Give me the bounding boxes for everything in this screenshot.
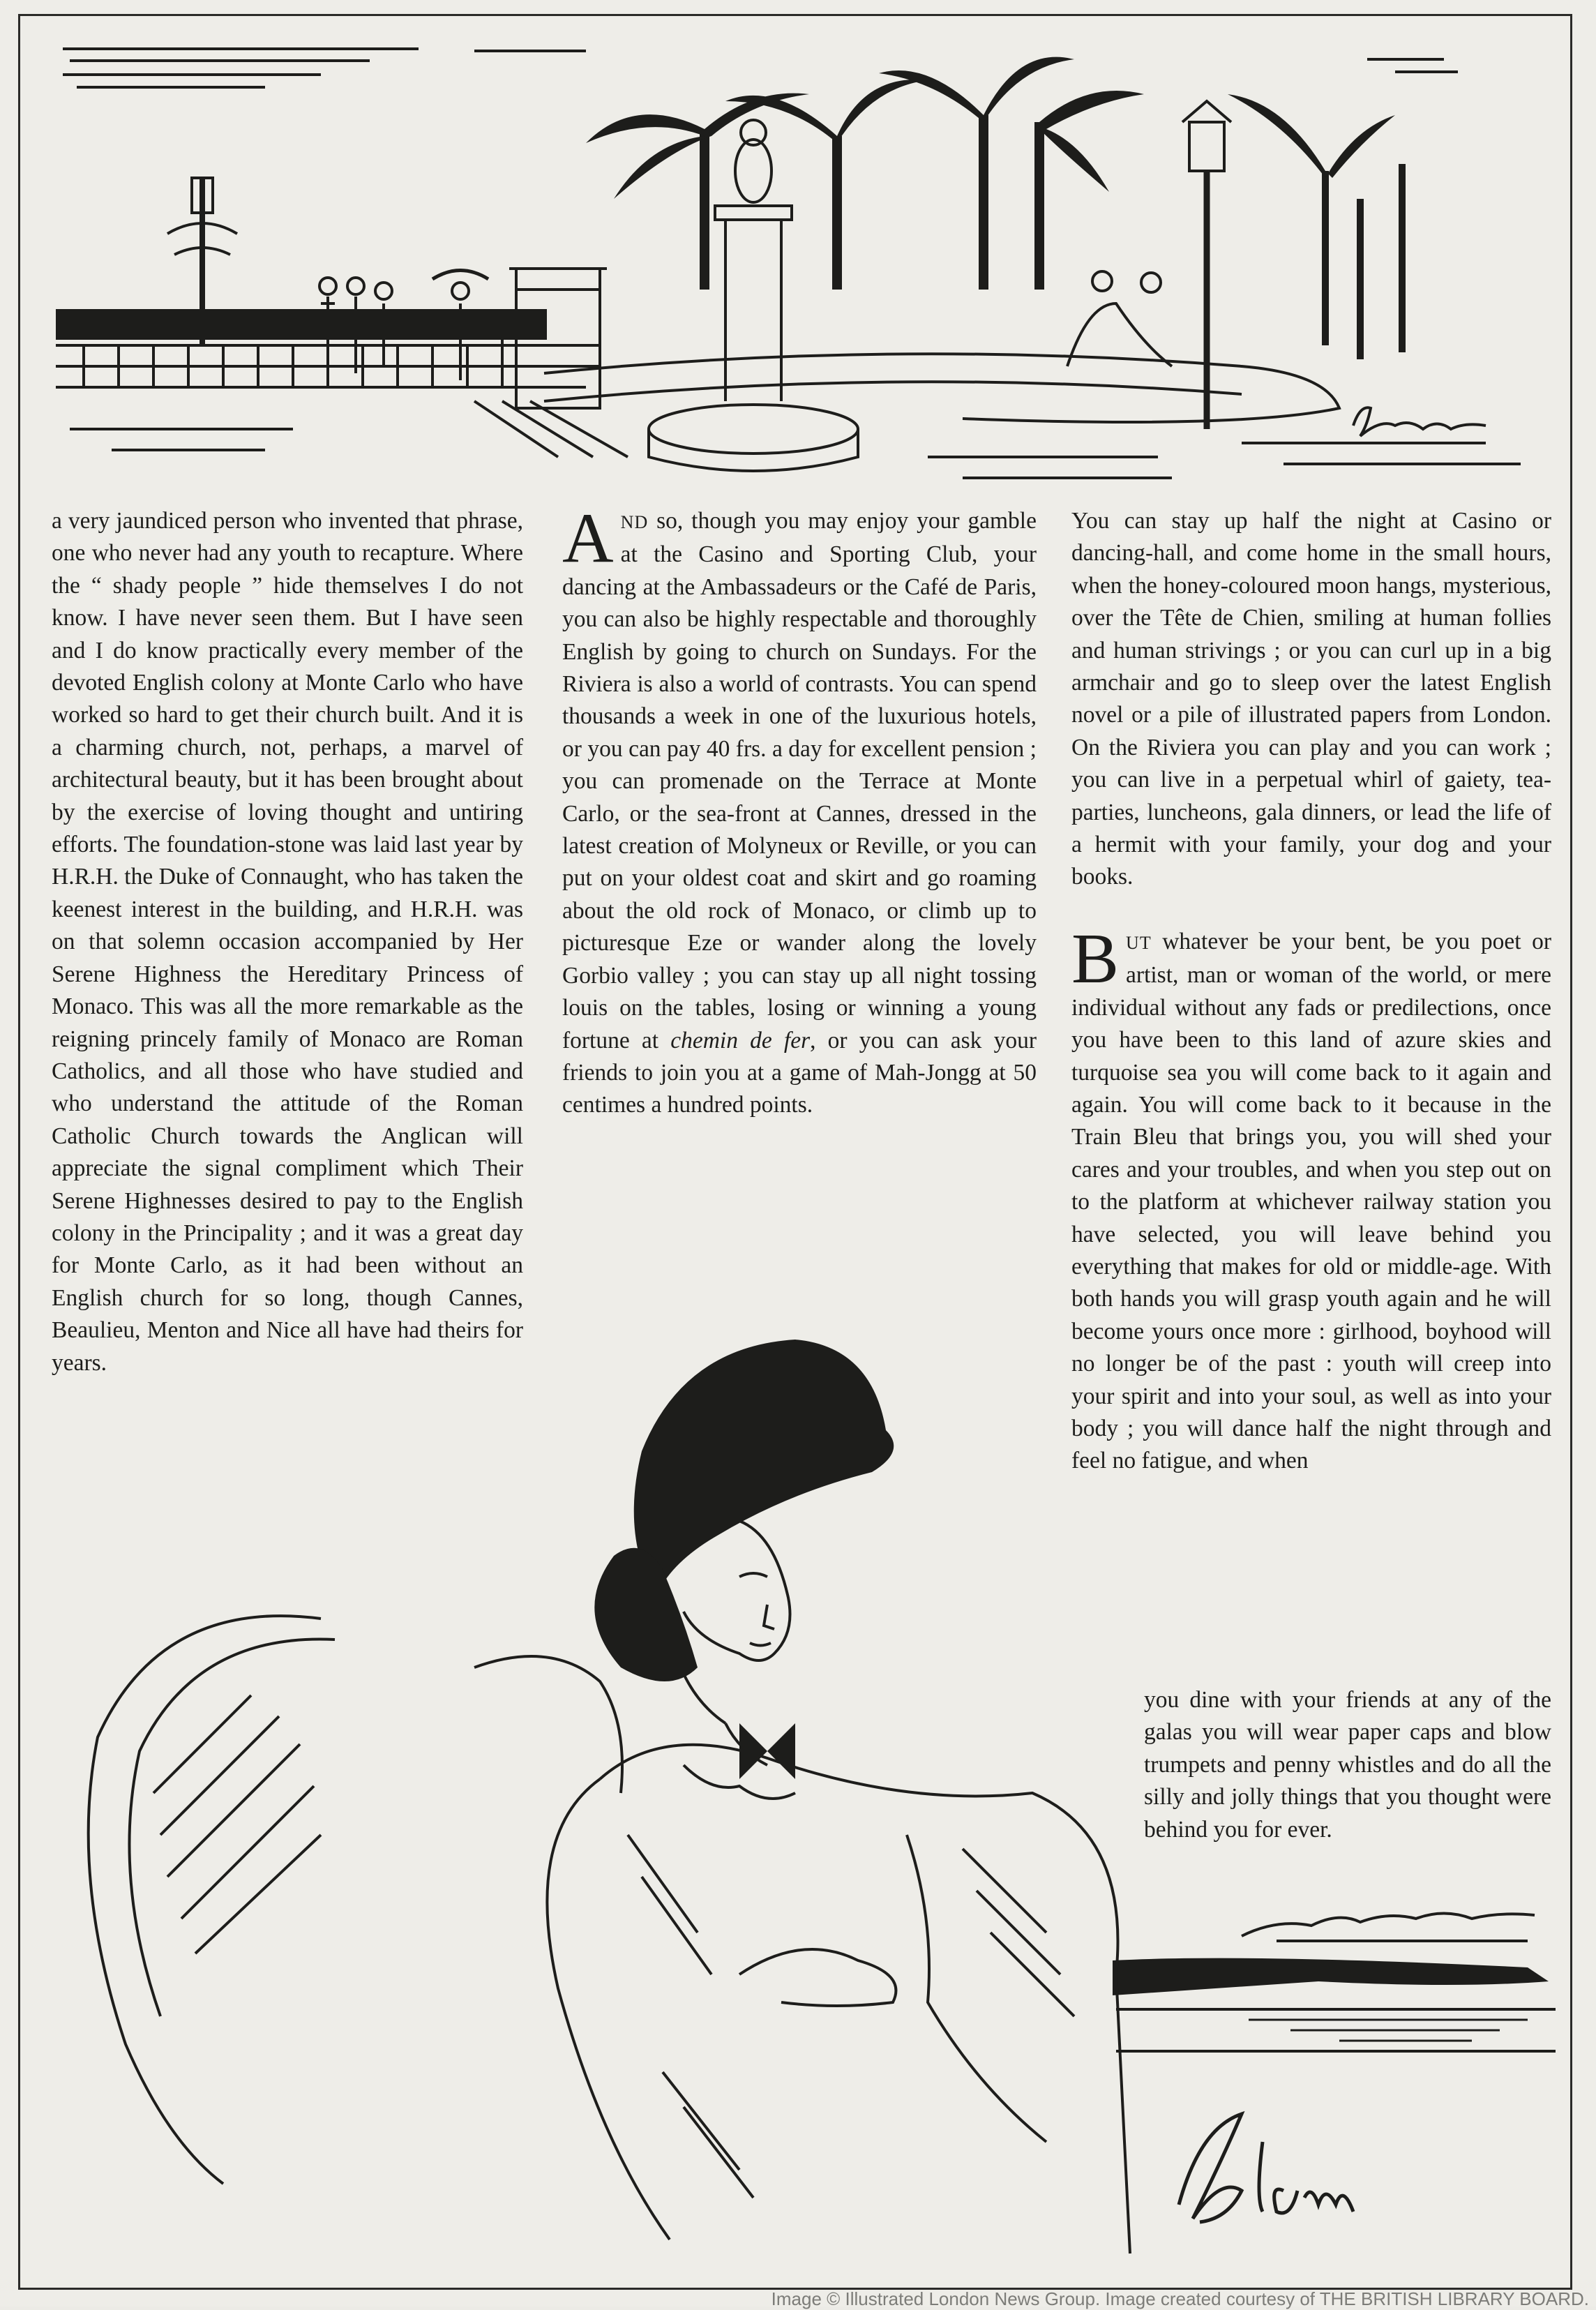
article-column-1 bbox=[52, 505, 523, 1379]
terrace-illustration bbox=[56, 38, 1556, 499]
column-2-text: so, though you may enjoy your gamble at the Casino and Sporting Club, your dancing at the Ambassadeurs or the Café de Paris, you can also be highly respectable and thoroughly English by going to church on Sundays. For the Riviera is also a world of contrasts. You can spend thousands a week in one of the luxurious hotels, or you can pay 40 frs. a day for excellent pension ; you can promenade on the Terrace at Monte Carlo, or the sea-front at Cannes, dressed in the latest creation of Molyneux or Reville, or you can put on your oldest coat and skirt and go roaming about the old rock of Monaco, or climb up to picturesque Eze or wander along the lovely Gorbio valley ; you can stay up all night tossing louis on the tables, losing or winning a young fortune at bbox=[562, 508, 1037, 1053]
column-1-paragraph: a very jaundiced person who invented that phrase, one who never had any youth to recapture. Where the “ shady people ” hide themselves I do not know. I have never seen them. But I have seen and I do know practically every member of the devoted English colony at Monte Carlo who have worked so hard to get their church built. And it is a charming church, not, perhaps, a marvel of architectural beauty, but it has been brought about by the exercise of loving thought and untiring efforts. The foundation-stone was laid last year by H.R.H. the Duke of Connaught, who has taken the keenest interest in the building, and H.R.H. was on that solemn occasion accompanied by Her Serene Highness the Hereditary Princess of Monaco. This was all the more remarkable as the reigning princely family of Monaco are Roman Catholics, and all those who have studied and who understand the attitude of the Roman Catholic Church towards the Anglican will appreciate the signal compliment which Their Serene Highnesses desired to pay to the English colony in the Principality ; and it was a great day for Monte Carlo, as it had been without an English church for so long, though Cannes, Beaulieu, Menton and Nice all have had theirs for years. bbox=[52, 508, 523, 1376]
column-2-smallcaps: ND bbox=[620, 512, 649, 532]
seascape-illustration bbox=[1109, 1953, 1563, 2065]
column-2-paragraph bbox=[562, 499, 1037, 1122]
article-column-2 bbox=[562, 499, 1037, 1122]
chemin-de-fer-italic: chemin de fer bbox=[670, 1027, 811, 1053]
column-3-paragraph-2-text: whatever be your bent, be you poet or artist, man or woman of the world, or mere individual without any fads or predilections, once you have been to this land of azure skies and turquoise sea you will come back to it again and again. You will come back to it because in the Train Bleu that brings you, you will shed your cares and your troubles, and when you step out on to the platform at whichever railway station you have selected, you will leave behind you everything that makes for old or middle-age. With both hands you will grasp youth again and he will become yours once more : girlhood, boyhood will no longer be of the past : youth will creep into your spirit and into your soul, as well as into your body ; you will dance half the night through and feel no fatigue, and when bbox=[1071, 928, 1551, 1474]
author-signature bbox=[1235, 1898, 1549, 1947]
column-2-text-end: , or you can ask your friends to join you at a game of Mah-Jongg at 50 centimes a hundred points. bbox=[562, 1027, 1037, 1118]
drop-cap-b: B bbox=[1071, 919, 1120, 998]
artist-signature-bottom-mark bbox=[1158, 2100, 1381, 2240]
drop-cap-a: A bbox=[562, 499, 614, 578]
artist-signature-top-mark bbox=[1346, 398, 1507, 447]
column-3-paragraph-2-end: you dine with your friends at any of the galas you will wear paper caps and blow trumpets and penny whistles and do all the silly and jolly things that you thought were behind you for ever. bbox=[1144, 1687, 1551, 1843]
woman-portrait-illustration bbox=[70, 1305, 1137, 2267]
article-column-3 bbox=[1071, 505, 1551, 1478]
column-3-paragraph-2 bbox=[1071, 919, 1551, 1478]
image-credit: Image © Illustrated London News Group. Image created courtesy of THE BRITISH LIBRARY BOARD. bbox=[771, 2288, 1589, 2309]
column-3-smallcaps: UT bbox=[1126, 932, 1152, 953]
article-column-3-continued bbox=[1144, 1684, 1551, 1846]
column-3-paragraph-1: You can stay up half the night at Casino or dancing-hall, and come home in the small hours, when the honey-coloured moon hangs, mysterious, over the Tête de Chien, smiling at human follies and human strivings ; or you can curl up in a big armchair and go to sleep over the latest English novel or a pile of illustrated papers from London. On the Riviera you can play and you can work ; you can live in a perpetual whirl of gaiety, tea-parties, luncheons, gala dinners, or lead the life of a hermit with your family, your dog and your books. bbox=[1071, 508, 1551, 890]
